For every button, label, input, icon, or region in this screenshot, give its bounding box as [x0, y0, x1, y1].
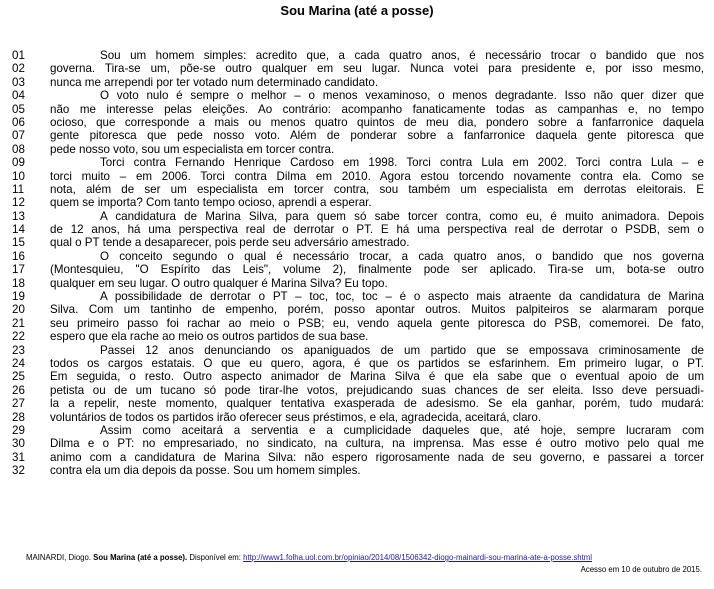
line-text: seu primeiro passo foi rachar ao meio o PSB; eu, vendo aquela gente pitoresca do PSB, comemorei. De fato,	[50, 316, 704, 330]
line-number: 21	[12, 316, 25, 330]
text-line	[0, 344, 714, 357]
text-line	[0, 62, 714, 75]
line-text: petista ou de um tucano só pode tirar-lhe votos, prejudicando suas chances de ser eleita. Isso deve persuadi-	[50, 383, 704, 397]
text-line	[0, 103, 714, 116]
text-line	[0, 424, 714, 437]
line-text: O voto nulo é sempre o melhor – o menos vexaminoso, o menos degradante. Isso não quer dizer que	[100, 89, 704, 103]
line-text: Passei 12 anos denunciando os apaniguados de um partido que se empossava criminosamente de	[100, 343, 704, 357]
text-line	[0, 317, 714, 330]
text-line	[0, 183, 714, 196]
line-number: 10	[12, 169, 25, 183]
line-text: pede nosso voto, sou um especialista em torcer contra.	[50, 142, 335, 156]
text-line	[0, 357, 714, 370]
line-number: 01	[12, 49, 25, 62]
line-text: A possibilidade de derrotar o PT – toc, toc, toc – é o aspecto mais atraente da candidatura de Marina	[100, 290, 704, 304]
text-line	[0, 170, 714, 183]
line-number: 28	[12, 410, 25, 424]
line-number: 29	[12, 423, 25, 437]
line-text: nunca me arrependi por ter votado num determinado candidato.	[50, 75, 379, 89]
line-number: 09	[12, 156, 25, 170]
text-line	[0, 277, 714, 290]
line-text: todos os cargos estatais. O que eu quero, agora, é que os partidos se esfarinhem. Em primeiro lugar, o PT.	[50, 356, 704, 370]
text-line	[0, 156, 714, 169]
line-text: Assim como aceitará a serventia e a cumplicidade daqueles que, até hoje, sempre lucraram com	[100, 423, 704, 437]
text-line	[0, 290, 714, 303]
text-line	[0, 370, 714, 383]
text-line	[0, 464, 714, 477]
line-number: 30	[12, 437, 25, 451]
reference-title: Sou Marina (até a posse).	[93, 553, 188, 562]
text-line	[0, 437, 714, 450]
text-line	[0, 263, 714, 276]
line-text: Dilma e o PT: no empresariado, no sindicato, na cultura, na imprensa. Mas esse é outro motivo pelo qual me	[50, 437, 704, 451]
line-number: 20	[12, 303, 25, 317]
line-number: 23	[12, 343, 25, 357]
line-text: A candidatura de Marina Silva, para quem só sabe torcer contra, como eu, é muito animadora. Depois	[100, 209, 704, 223]
text-line	[0, 250, 714, 263]
line-number: 14	[12, 223, 25, 237]
text-line	[0, 236, 714, 249]
line-number: 15	[12, 236, 25, 250]
reference-author: MAINARDI, Diogo.	[26, 553, 91, 562]
numbered-text-body	[0, 49, 714, 478]
line-text: gente pitoresca que pede nosso voto. Além de ponderar sobre a fanfarronice daquela gente pitoresca que	[50, 129, 704, 143]
line-text: Torci contra Fernando Henrique Cardoso em 1998. Torci contra Lula em 2002. Torci contra Lula – e	[100, 156, 704, 170]
line-number: 18	[12, 276, 25, 290]
line-number: 24	[12, 356, 25, 370]
line-text: espero que ela rache ao meio os outros partidos de sua base.	[50, 330, 369, 344]
line-text: qual o PT tende a desaparecer, pois perde seu adversário amestrado.	[50, 236, 410, 250]
line-text: quem se importa? Com tanto tempo ocioso, aprendi a esperar.	[50, 196, 372, 210]
line-text: nota, além de ser um especialista em torcer contra, sou também um especialista em derrotas eleitorais. E	[50, 182, 704, 196]
text-line	[0, 129, 714, 142]
text-line	[0, 397, 714, 410]
line-number: 11	[12, 182, 25, 196]
line-number: 13	[12, 209, 25, 223]
line-text: Em seguida, o resto. Outro aspecto animador de Marina Silva é que ela sabe que o eventual apoio de um	[50, 370, 704, 384]
line-number: 02	[12, 62, 25, 76]
line-number: 07	[12, 129, 25, 143]
line-text: ocioso, que corresponde a mais ou menos quatro quintos de meu dia, pondero sobre a fanfarronice daquela	[50, 115, 704, 129]
line-number: 22	[12, 330, 25, 344]
line-text: governa. Tira-se um, põe-se outro qualquer em seu lugar. Nunca votei para presidente e, por isso mesmo,	[50, 62, 704, 76]
line-text: voluntários de todos os partidos irão oferecer seus préstimos, e ela, agradecida, aceitará, claro.	[50, 410, 542, 424]
text-line	[0, 451, 714, 464]
text-line	[0, 89, 714, 102]
text-line	[0, 143, 714, 156]
line-number: 16	[12, 249, 25, 263]
text-line	[0, 49, 714, 62]
line-number: 04	[12, 89, 25, 103]
line-number: 19	[12, 290, 25, 304]
line-text: Sou um homem simples: acredito que, a cada quatro anos, é necessário trocar o bandido que nos	[100, 49, 704, 62]
text-line	[0, 330, 714, 343]
line-text: O conceito segundo o qual é necessário trocar, a cada quatro anos, o bandido que nos governa	[100, 249, 704, 263]
line-number: 32	[12, 464, 25, 478]
bibliographic-reference	[26, 553, 706, 563]
text-line	[0, 223, 714, 236]
line-text: torci muito – em 2006. Torci contra Dilma em 2010. Agora estou torcendo novamente contra ela. Como se	[50, 169, 704, 183]
line-text: contra ela um dia depois da posse. Sou um homem simples.	[50, 464, 361, 478]
line-number: 12	[12, 196, 25, 210]
line-text: (Montesquieu, "O Espírito das Leis", volume 2), finalmente pode ser aplicado. Tira-se um, bota-se outro	[50, 263, 704, 277]
reference-access-date: Acesso em 10 de outubro de 2015.	[580, 565, 702, 574]
line-number: 25	[12, 370, 25, 384]
line-number: 26	[12, 383, 25, 397]
text-line	[0, 303, 714, 316]
line-number: 05	[12, 102, 25, 116]
line-number: 08	[12, 142, 25, 156]
text-line	[0, 384, 714, 397]
line-number: 27	[12, 397, 25, 411]
reference-available-label: Disponível em:	[189, 553, 241, 562]
line-number: 17	[12, 263, 25, 277]
line-text: não me interesse pelas eleições. Ao contrário: acompanho fanaticamente todas as campanhas e, no tempo	[50, 102, 704, 116]
text-line	[0, 411, 714, 424]
reference-url-link[interactable]: http://www1.folha.uol.com.br/opiniao/2014/08/1506342-diogo-mainardi-sou-marina-ate-a-posse.shtml	[243, 553, 593, 562]
line-text: de 12 anos, há uma perspectiva real de derrotar o PT. E há uma perspectiva real de derrotar o PSDB, sem o	[50, 223, 704, 237]
line-number: 06	[12, 115, 25, 129]
line-text: animo com a candidatura de Marina Silva: não espero rigorosamente nada de seu governo, e passarei a torcer	[50, 450, 704, 464]
line-text: qualquer em seu lugar. O outro qualquer é Marina Silva? Eu topo.	[50, 276, 388, 290]
line-number: 03	[12, 75, 25, 89]
text-line	[0, 196, 714, 209]
line-text: la a repelir, neste momento, qualquer tentativa exasperada de adesismo. Se ela ganhar, porém, tudo mudará:	[50, 397, 704, 411]
text-line	[0, 210, 714, 223]
line-number: 31	[12, 450, 25, 464]
text-line	[0, 116, 714, 129]
line-text: Silva. Com um tantinho de empenho, porém, posso apontar outros. Muitos palpiteiros se alarmaram porque	[50, 303, 704, 317]
text-line	[0, 76, 714, 89]
article-title: Sou Marina (até a posse)	[280, 3, 434, 18]
